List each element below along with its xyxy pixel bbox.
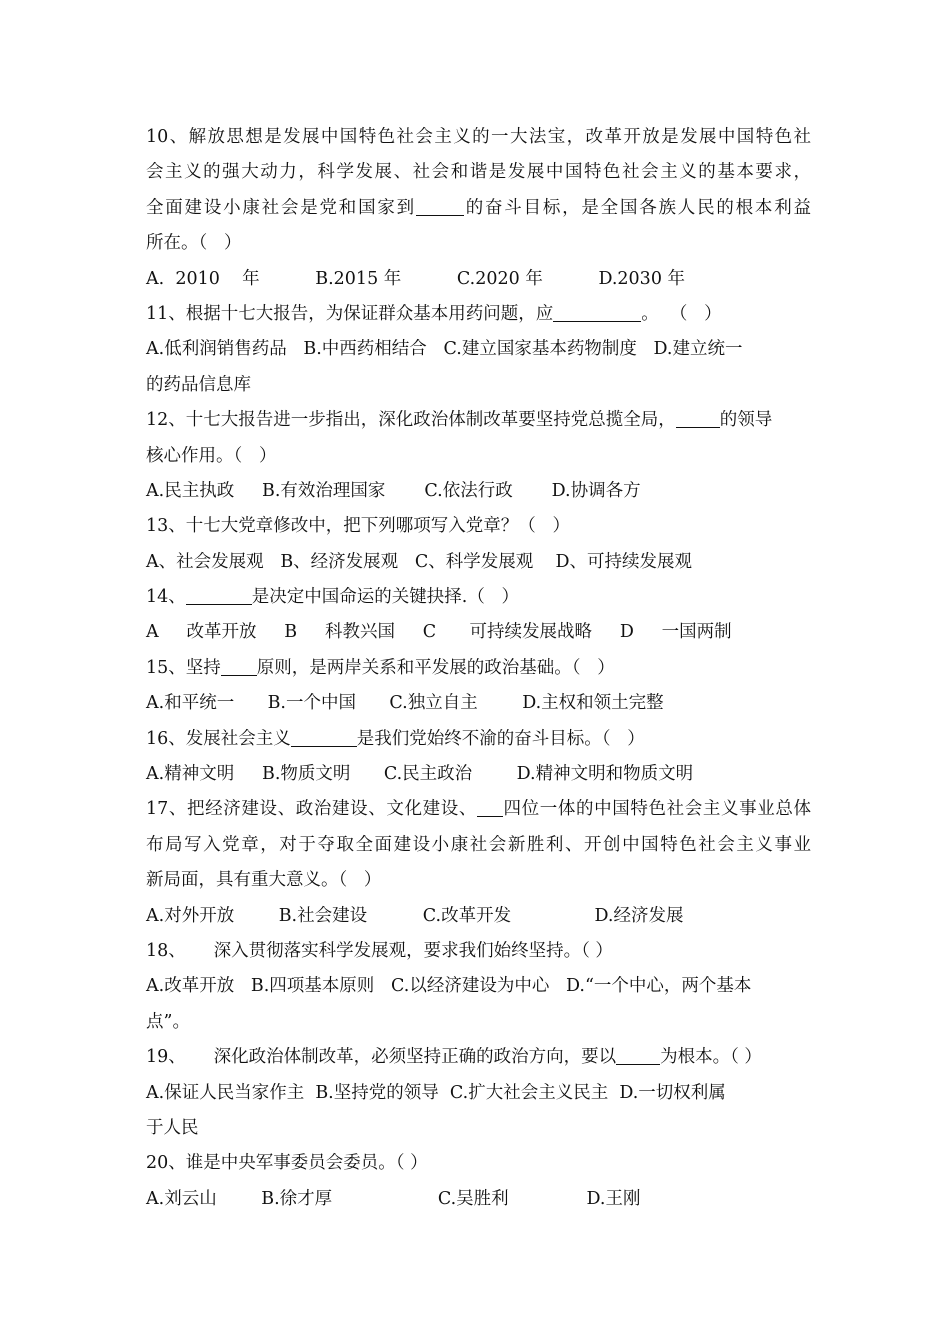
question-16-text-after-blank: 是我们党始终不渝的奋斗目标。（ ） [356, 728, 645, 749]
answer-blank [477, 794, 503, 817]
question-19-options-cont: 于人民 [146, 1117, 199, 1138]
question-11-text-before-blank: 11、根据十七大报告，为保证群众基本用药问题，应 [146, 303, 554, 324]
question-14-stem [146, 580, 811, 615]
question-12-stem [146, 403, 811, 438]
question-19-text-after-blank: 为根本。（ ） [660, 1047, 762, 1068]
answer-blank [221, 653, 257, 676]
question-list [146, 120, 811, 1217]
question-17-line-3: 新局面，具有重大意义。（ ） [146, 870, 382, 891]
question-20-options: A.刘云山 B.徐才厚 C.吴胜利 D.王刚 [146, 1188, 641, 1209]
question-16-options: A.精神文明 B.物质文明 C.民主政治 D.精神文明和物质文明 [146, 764, 694, 785]
answer-blank [616, 1042, 660, 1065]
question-12-text-after-blank: 的领导 [719, 410, 773, 431]
answer-blank [676, 405, 720, 428]
question-11-options: A.低利润销售药品 B.中西药相结合 C.建立国家基本药物制度 D.建立统一 [146, 339, 743, 360]
question-11-text-after-blank: 。 （ ） [641, 303, 722, 324]
question-17-text-before-blank: 17、把经济建设、政治建设、文化建设、 [146, 799, 477, 820]
question-10-line-1: 10、解放思想是发展中国特色社会主义的一大法宝，改革开放是发展中国特色社 [146, 127, 811, 147]
answer-blank [553, 299, 641, 322]
question-10-line-3 [146, 191, 811, 226]
answer-blank [186, 582, 252, 605]
question-15-stem [146, 651, 811, 686]
question-10-line-4: 所在。（ ） [146, 233, 242, 254]
question-16-stem [146, 722, 811, 757]
answer-blank [416, 193, 464, 216]
question-10-options: A. 2010 年 B.2015 年 C.2020 年 D.2030 年 [146, 268, 686, 289]
question-19-stem [146, 1040, 811, 1075]
question-15-text-before-blank: 15、坚持 [146, 657, 221, 678]
question-16-text-before-blank: 16、发展社会主义 [146, 728, 291, 749]
question-10-text-after-blank: 的奋斗目标，是全国各族人民的根本利益 [463, 197, 811, 218]
question-17-line-1 [146, 792, 811, 827]
question-12-options: A.民主执政 B.有效治理国家 C.依法行政 D.协调各方 [146, 480, 641, 501]
question-19-options: A.保证人民当家作主 B.坚持党的领导 C.扩大社会主义民主 D.一切权利属 [146, 1082, 726, 1103]
question-17-text-after-blank: 四位一体的中国特色社会主义事业总体 [502, 799, 811, 820]
question-10-line-2: 会主义的强大动力，科学发展、社会和谐是发展中国特色社会主义的基本要求， [146, 162, 811, 183]
question-11-options-cont: 的药品信息库 [146, 374, 251, 395]
question-17-line-2: 布局写入党章，对于夺取全面建设小康社会新胜利、开创中国特色社会主义事业 [146, 834, 811, 855]
question-12-text-before-blank: 12、十七大报告进一步指出，深化政治体制改革要坚持党总揽全局， [146, 410, 676, 431]
question-19-text-before-blank: 19、 深化政治体制改革，必须坚持正确的政治方向，要以 [146, 1047, 617, 1068]
question-20-stem: 20、谁是中央军事委员会委员。（ ） [146, 1153, 428, 1174]
question-14-options: A 改革开放 B 科教兴国 C 可持续发展战略 D 一国两制 [146, 622, 732, 643]
question-15-options: A.和平统一 B.一个中国 C.独立自主 D.主权和领土完整 [146, 693, 664, 714]
question-13-stem: 13、十七大党章修改中，把下列哪项写入党章？（ ） [146, 516, 570, 537]
question-11-stem [146, 297, 811, 332]
question-18-options: A.改革开放 B.四项基本原则 C.以经济建设为中心 D.“一个中心，两个基本 [146, 976, 752, 997]
question-15-text-after-blank: 原则，是两岸关系和平发展的政治基础。（ ） [256, 657, 615, 678]
question-12-stem-cont: 核心作用。（ ） [146, 445, 277, 466]
question-18-stem: 18、 深入贯彻落实科学发展观，要求我们始终坚持。（ ） [146, 940, 613, 961]
question-13-options: A、社会发展观 B、经济发展观 C、科学发展观 D、可持续发展观 [146, 551, 693, 572]
question-18-options-cont: 点”。 [146, 1011, 190, 1032]
question-14-text-before-blank: 14、 [146, 587, 186, 608]
question-14-text-after-blank: 是决定中国命运的关键抉择.（ ） [251, 587, 520, 608]
question-17-options: A.对外开放 B.社会建设 C.改革开发 D.经济发展 [146, 905, 684, 926]
question-10-text-before-blank: 全面建设小康社会是党和国家到 [146, 197, 416, 218]
answer-blank [291, 724, 357, 747]
